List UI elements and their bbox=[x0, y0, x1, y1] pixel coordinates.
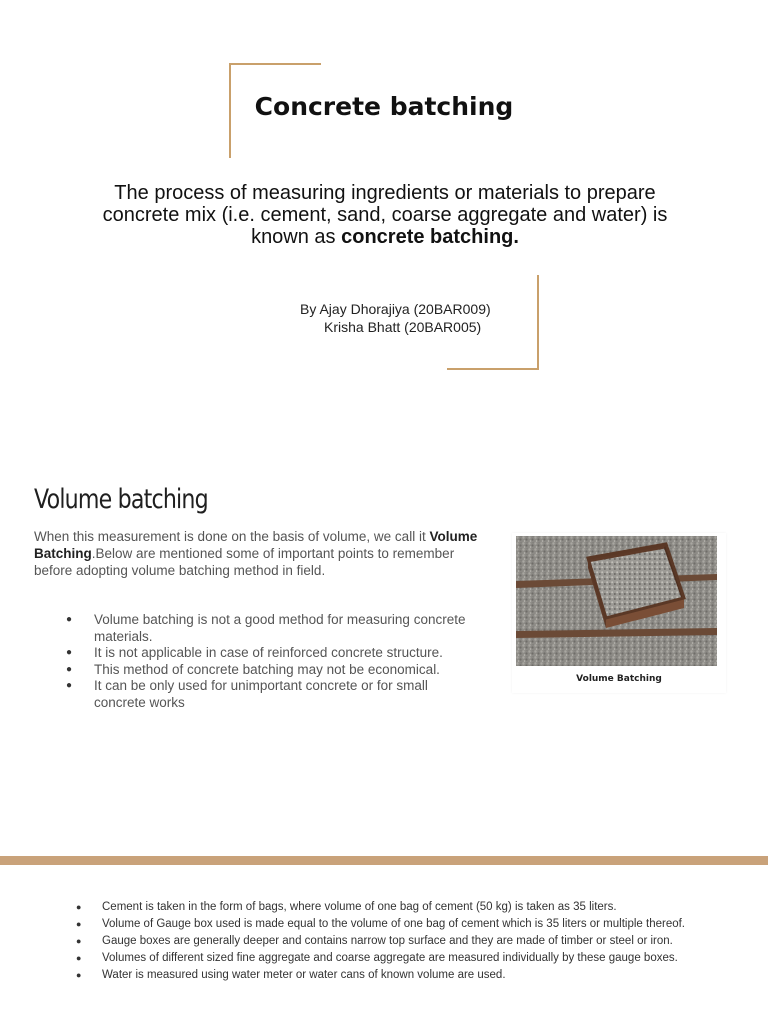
list-item-text: Cement is taken in the form of bags, where volume of one bag of cement (50 kg) is taken as 35 liters. bbox=[102, 901, 617, 913]
bullet-dot-icon: ● bbox=[76, 953, 82, 963]
author-line-1: By Ajay Dhorajiya (20BAR009) bbox=[300, 301, 491, 317]
para-bold-term: Volume Batching bbox=[34, 529, 478, 561]
list-item bbox=[60, 645, 480, 662]
bullet-dot-icon: ● bbox=[66, 647, 73, 658]
list-item-text: Water is measured using water meter or water cans of known volume are used. bbox=[102, 969, 506, 981]
intro-paragraph bbox=[80, 182, 690, 248]
list-item bbox=[60, 612, 480, 645]
list-item-text: Volume of Gauge box used is made equal to the volume of one bag of cement which is 35 liters or multiple thereof. bbox=[102, 918, 686, 930]
bullet-dot-icon: ● bbox=[76, 902, 82, 912]
list-item bbox=[76, 950, 696, 967]
list-item-text: Volumes of different sized fine aggregate and coarse aggregate are measured individually by these gauge boxes. bbox=[102, 952, 678, 964]
bullet-dot-icon: ● bbox=[76, 919, 82, 929]
list-item bbox=[76, 916, 696, 933]
bullet-dot-icon: ● bbox=[66, 663, 73, 675]
gauge-box-photo bbox=[516, 536, 717, 666]
list-item-text: It can be only used for unimportant concrete or for small concrete works bbox=[94, 678, 428, 710]
volume-batching-points bbox=[60, 612, 480, 711]
page-title: Concrete batching bbox=[254, 92, 514, 121]
section-paragraph bbox=[34, 528, 479, 579]
list-item-text: This method of concrete batching may not be economical. bbox=[94, 661, 440, 677]
list-item bbox=[76, 933, 696, 950]
list-item bbox=[60, 662, 480, 679]
list-item bbox=[76, 967, 696, 984]
frame-corner-top-left-horizontal bbox=[229, 63, 321, 65]
bullet-dot-icon: ● bbox=[66, 614, 73, 625]
list-item-text: Gauge boxes are generally deeper and contains narrow top surface and they are made of timber or steel or iron. bbox=[102, 935, 673, 947]
list-item bbox=[60, 678, 480, 711]
para-end: .Below are mentioned some of important points to remember before adopting volume batching method in field. bbox=[34, 546, 455, 578]
list-item-text: Volume batching is not a good method for measuring concrete materials. bbox=[94, 612, 466, 644]
volume-batching-figure bbox=[512, 533, 726, 693]
gauge-box-points bbox=[76, 899, 696, 984]
slide-divider-band bbox=[0, 856, 768, 865]
frame-corner-bottom-right-horizontal bbox=[447, 368, 539, 370]
intro-bold-term: concrete batching. bbox=[341, 226, 519, 248]
list-item-text: It is not applicable in case of reinforced concrete structure. bbox=[94, 645, 443, 660]
intro-text: The process of measuring ingredients or materials to prepare concrete mix (i.e. cement, sand, coarse aggregate and water) is known as bbox=[102, 182, 668, 248]
bullet-dot-icon: ● bbox=[66, 680, 73, 691]
figure-caption: Volume Batching bbox=[576, 674, 662, 684]
bullet-dot-icon: ● bbox=[76, 936, 82, 946]
author-line-2: Krisha Bhatt (20BAR005) bbox=[324, 319, 482, 335]
section-heading: Volume batching bbox=[34, 484, 208, 515]
para-start: When this measurement is done on the basis of volume, we call it bbox=[34, 529, 430, 544]
authors-block bbox=[300, 300, 540, 336]
bullet-dot-icon: ● bbox=[76, 970, 82, 980]
list-item bbox=[76, 899, 696, 916]
